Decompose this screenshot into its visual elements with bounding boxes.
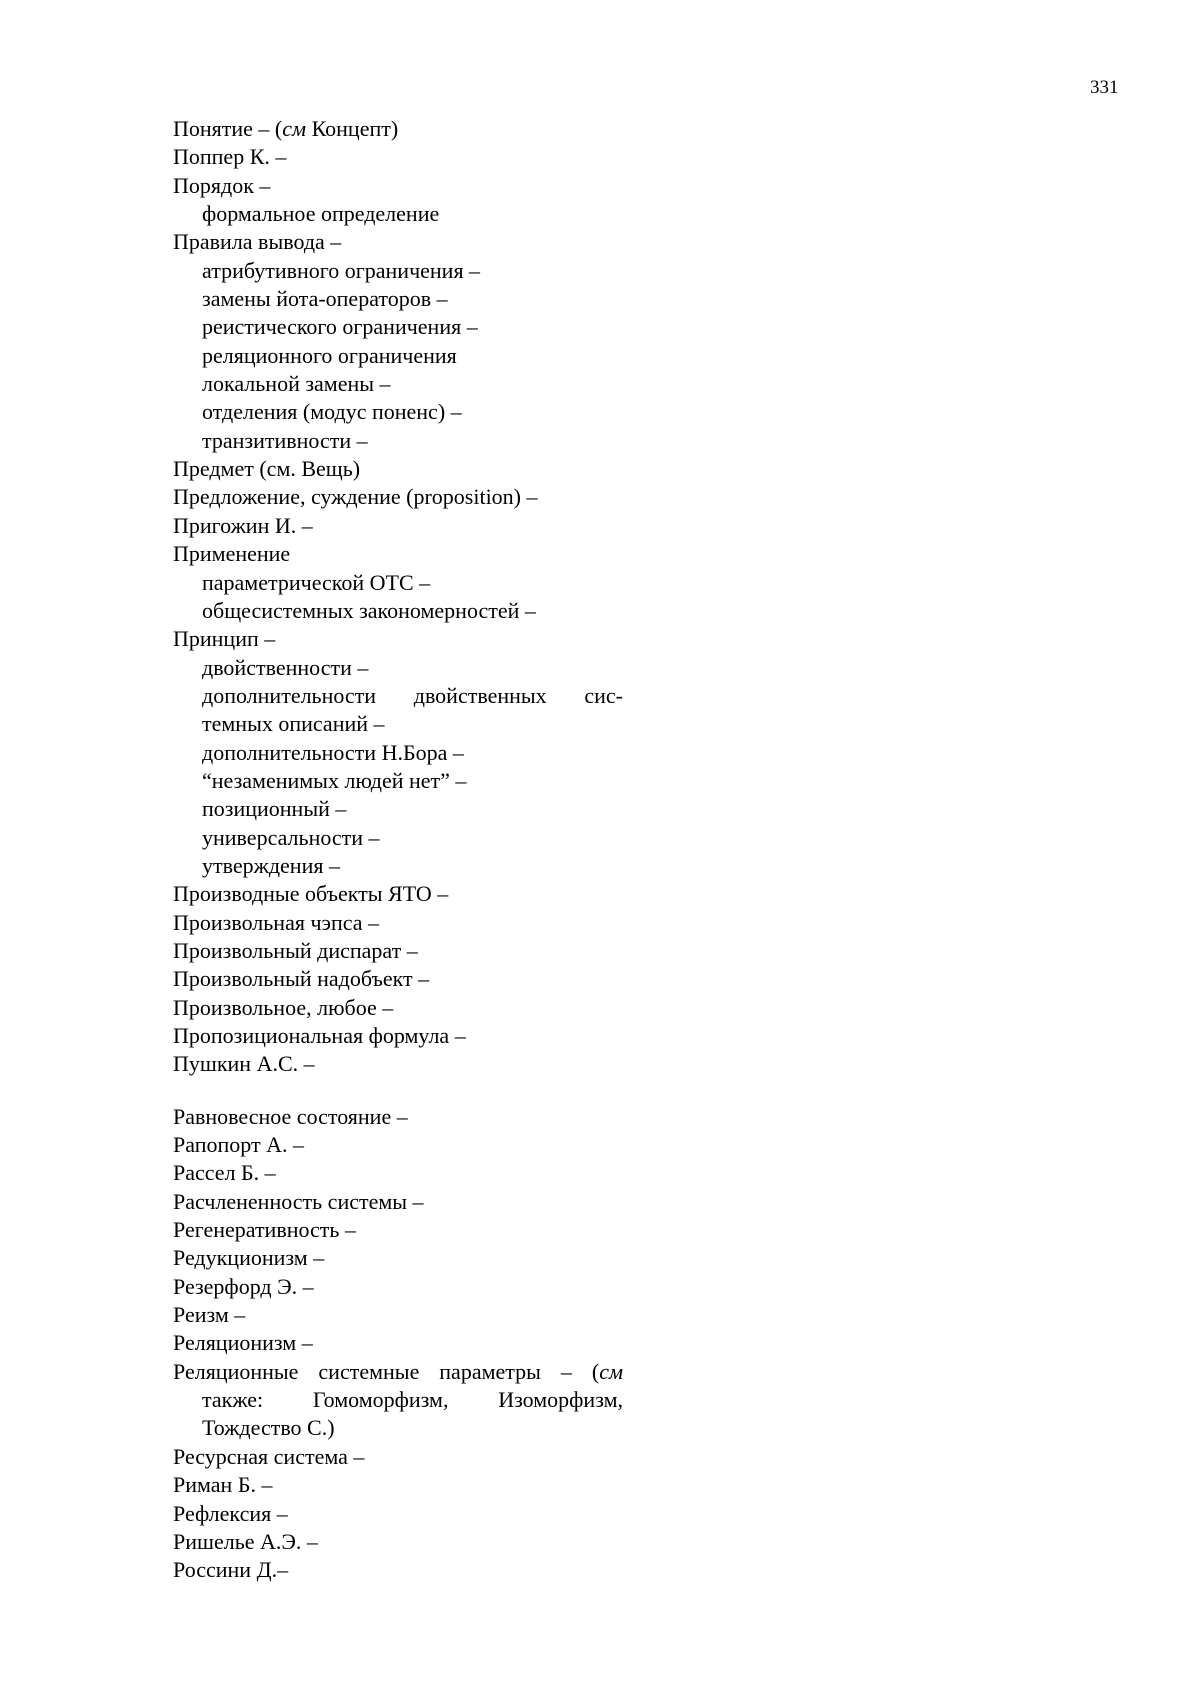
index-entry-predlozhenie: Предложение, суждение (proposition) – (173, 484, 538, 510)
index-entry-popper: Поппер К. – (173, 144, 287, 170)
index-entry-poryadok: Порядок – (173, 172, 271, 198)
index-subentry: атрибутивного ограничения – (202, 257, 481, 283)
see-reference-abbr: см (282, 116, 307, 141)
index-entry-propozicionalnaya-formula: Пропозициональная формула – (173, 1023, 466, 1048)
entry-text: Понятие – ( (173, 116, 283, 141)
index-subentry: транзитивности – (202, 427, 368, 453)
index-entry-resursnaya-sistema: Ресурсная система – (173, 1443, 365, 1469)
index-subentry: формальное определение (202, 201, 440, 227)
index-entry-ponyatie (173, 115, 623, 143)
index-entry-proizvolnaya-chepsa: Произвольная чэпса – (173, 909, 380, 935)
page-number: 331 (1090, 77, 1119, 98)
see-reference-abbr: см (599, 1358, 623, 1384)
index-subentry: локальной замены – (202, 371, 391, 397)
index-subentry: замены йота-операторов – (202, 286, 448, 312)
index-entry-ravnovesnoe-sostoyanie: Равновесное состояние – (173, 1103, 408, 1129)
index-entry-princip: Принцип – (173, 626, 276, 652)
index-entry-proizvolnoe: Произвольное, любое – (173, 994, 394, 1020)
index-entry-reizm: Реизм – (173, 1302, 246, 1328)
index-subentry: реляционного ограничения (202, 342, 457, 368)
index-entry-rassel: Рассел Б. – (173, 1160, 276, 1186)
index-entry-regenerativnost: Регенеративность – (173, 1217, 356, 1243)
index-entry-prigozhin: Пригожин И. – (173, 512, 313, 538)
subject-index-list (173, 115, 623, 1585)
index-entry-riman: Риман Б. – (173, 1472, 273, 1498)
index-subentry: “незаменимых людей нет” – (202, 767, 467, 793)
index-entry-pushkin: Пушкин А.С. – (173, 1051, 315, 1077)
entry-text: Концепт) (306, 116, 399, 141)
index-subentry: двойственности – (202, 654, 369, 680)
index-entry-continuation: Тождество С.) (202, 1415, 335, 1441)
index-subentry: параметрической ОТС – (202, 569, 431, 595)
index-subentry: позиционный – (202, 796, 347, 822)
index-subentry: дополнительности двойственных сис- (202, 682, 623, 708)
index-entry-proizvolnyy-nadobekt: Произвольный надобъект – (173, 966, 430, 992)
index-entry-rezerford: Резерфорд Э. – (173, 1273, 314, 1299)
index-entry-rapoport: Рапопорт А. – (173, 1132, 304, 1158)
index-subentry: общесистемных закономерностей – (202, 597, 536, 623)
index-subentry: утверждения – (202, 852, 340, 878)
index-entry-rishele: Ришелье А.Э. – (173, 1528, 318, 1554)
index-entry-pravila-vyvoda: Правила вывода – (173, 229, 342, 255)
index-entry-redukcionizm: Редукционизм – (173, 1245, 325, 1271)
index-subentry-continuation: темных описаний – (202, 711, 385, 737)
entry-text: Реляционные системные параметры – ( (173, 1358, 600, 1384)
index-entry-continuation: также: Гомоморфизм, Изоморфизм, (202, 1387, 623, 1413)
index-subentry: отделения (модус поненс) – (202, 399, 462, 425)
index-entry-relyacionizm: Реляционизм – (173, 1330, 313, 1356)
index-entry-predmet: Предмет (см. Вещь) (173, 456, 361, 482)
index-entry-refleksiya: Рефлексия – (173, 1500, 288, 1526)
letter-section-gap (173, 1079, 623, 1103)
index-entry-rossini: Россини Д.– (173, 1557, 289, 1583)
index-entry-raschlenennost: Расчлененность системы – (173, 1188, 424, 1214)
index-entry-primenenie: Применение (173, 541, 291, 567)
index-subentry: дополнительности Н.Бора – (202, 739, 464, 765)
index-subentry: реистического ограничения – (202, 314, 478, 340)
index-entry-relyacionnye-parametry (173, 1358, 623, 1386)
index-subentry: универсальности – (202, 824, 380, 850)
index-entry-proizvodnye-obekty: Производные объекты ЯТО – (173, 881, 449, 907)
index-entry-proizvolnyy-disparat: Произвольный диспарат – (173, 937, 418, 963)
